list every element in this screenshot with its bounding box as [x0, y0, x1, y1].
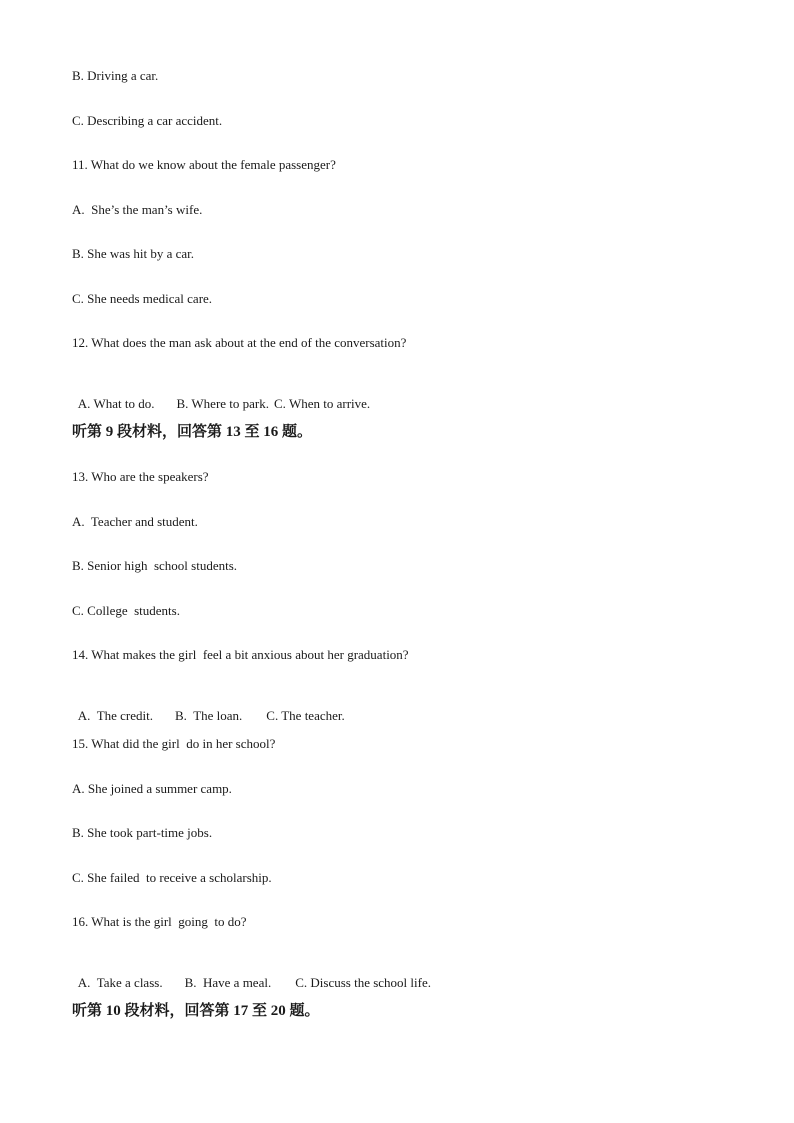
- q16-option-c: C. Discuss the school life.: [295, 975, 431, 990]
- q12-options: [72, 380, 370, 412]
- q14-question: 14. What makes the girl feel a bit anxious about her graduation?: [72, 647, 409, 662]
- section-9-heading: 听第 9 段材料，回答第 13 至 16 题。: [72, 424, 313, 440]
- q14-options: [72, 692, 345, 724]
- q14-option-b: B. The loan.: [175, 708, 243, 723]
- q15-option-a: A. She joined a summer camp.: [72, 781, 232, 796]
- q12-option-b: B. Where to park.: [176, 396, 270, 411]
- q15-question: 15. What did the girl do in her school?: [72, 736, 276, 751]
- q12-option-a: A. What to do.: [77, 396, 155, 411]
- q11-option-c: C. She needs medical care.: [72, 291, 213, 306]
- q14-option-a: A. The credit.: [77, 708, 154, 723]
- q14-option-c: C. The teacher.: [266, 708, 345, 723]
- q13-option-a: A. Teacher and student.: [72, 514, 198, 529]
- q10-option-b: B. Driving a car.: [72, 68, 159, 83]
- q16-options: [72, 959, 431, 991]
- q15-option-b: B. She took part-time jobs.: [72, 825, 213, 840]
- q11-option-b: B. She was hit by a car.: [72, 246, 195, 261]
- q11-option-a: A. She’s the man’s wife.: [72, 202, 203, 217]
- q10-option-c: C. Describing a car accident.: [72, 113, 223, 128]
- q16-question: 16. What is the girl going to do?: [72, 914, 247, 929]
- q13-option-c: C. College students.: [72, 603, 180, 618]
- q13-question: 13. Who are the speakers?: [72, 469, 209, 484]
- section-10-heading: 听第 10 段材料，回答第 17 至 20 题。: [72, 1003, 320, 1019]
- q11-question: 11. What do we know about the female passenger?: [72, 157, 336, 172]
- q16-option-a: A. Take a class.: [77, 975, 163, 990]
- q13-option-b: B. Senior high school students.: [72, 558, 238, 573]
- q12-question: 12. What does the man ask about at the end of the conversation?: [72, 335, 407, 350]
- q12-option-c: C. When to arrive.: [274, 396, 371, 411]
- q16-option-b: B. Have a meal.: [184, 975, 272, 990]
- q15-option-c: C. She failed to receive a scholarship.: [72, 870, 272, 885]
